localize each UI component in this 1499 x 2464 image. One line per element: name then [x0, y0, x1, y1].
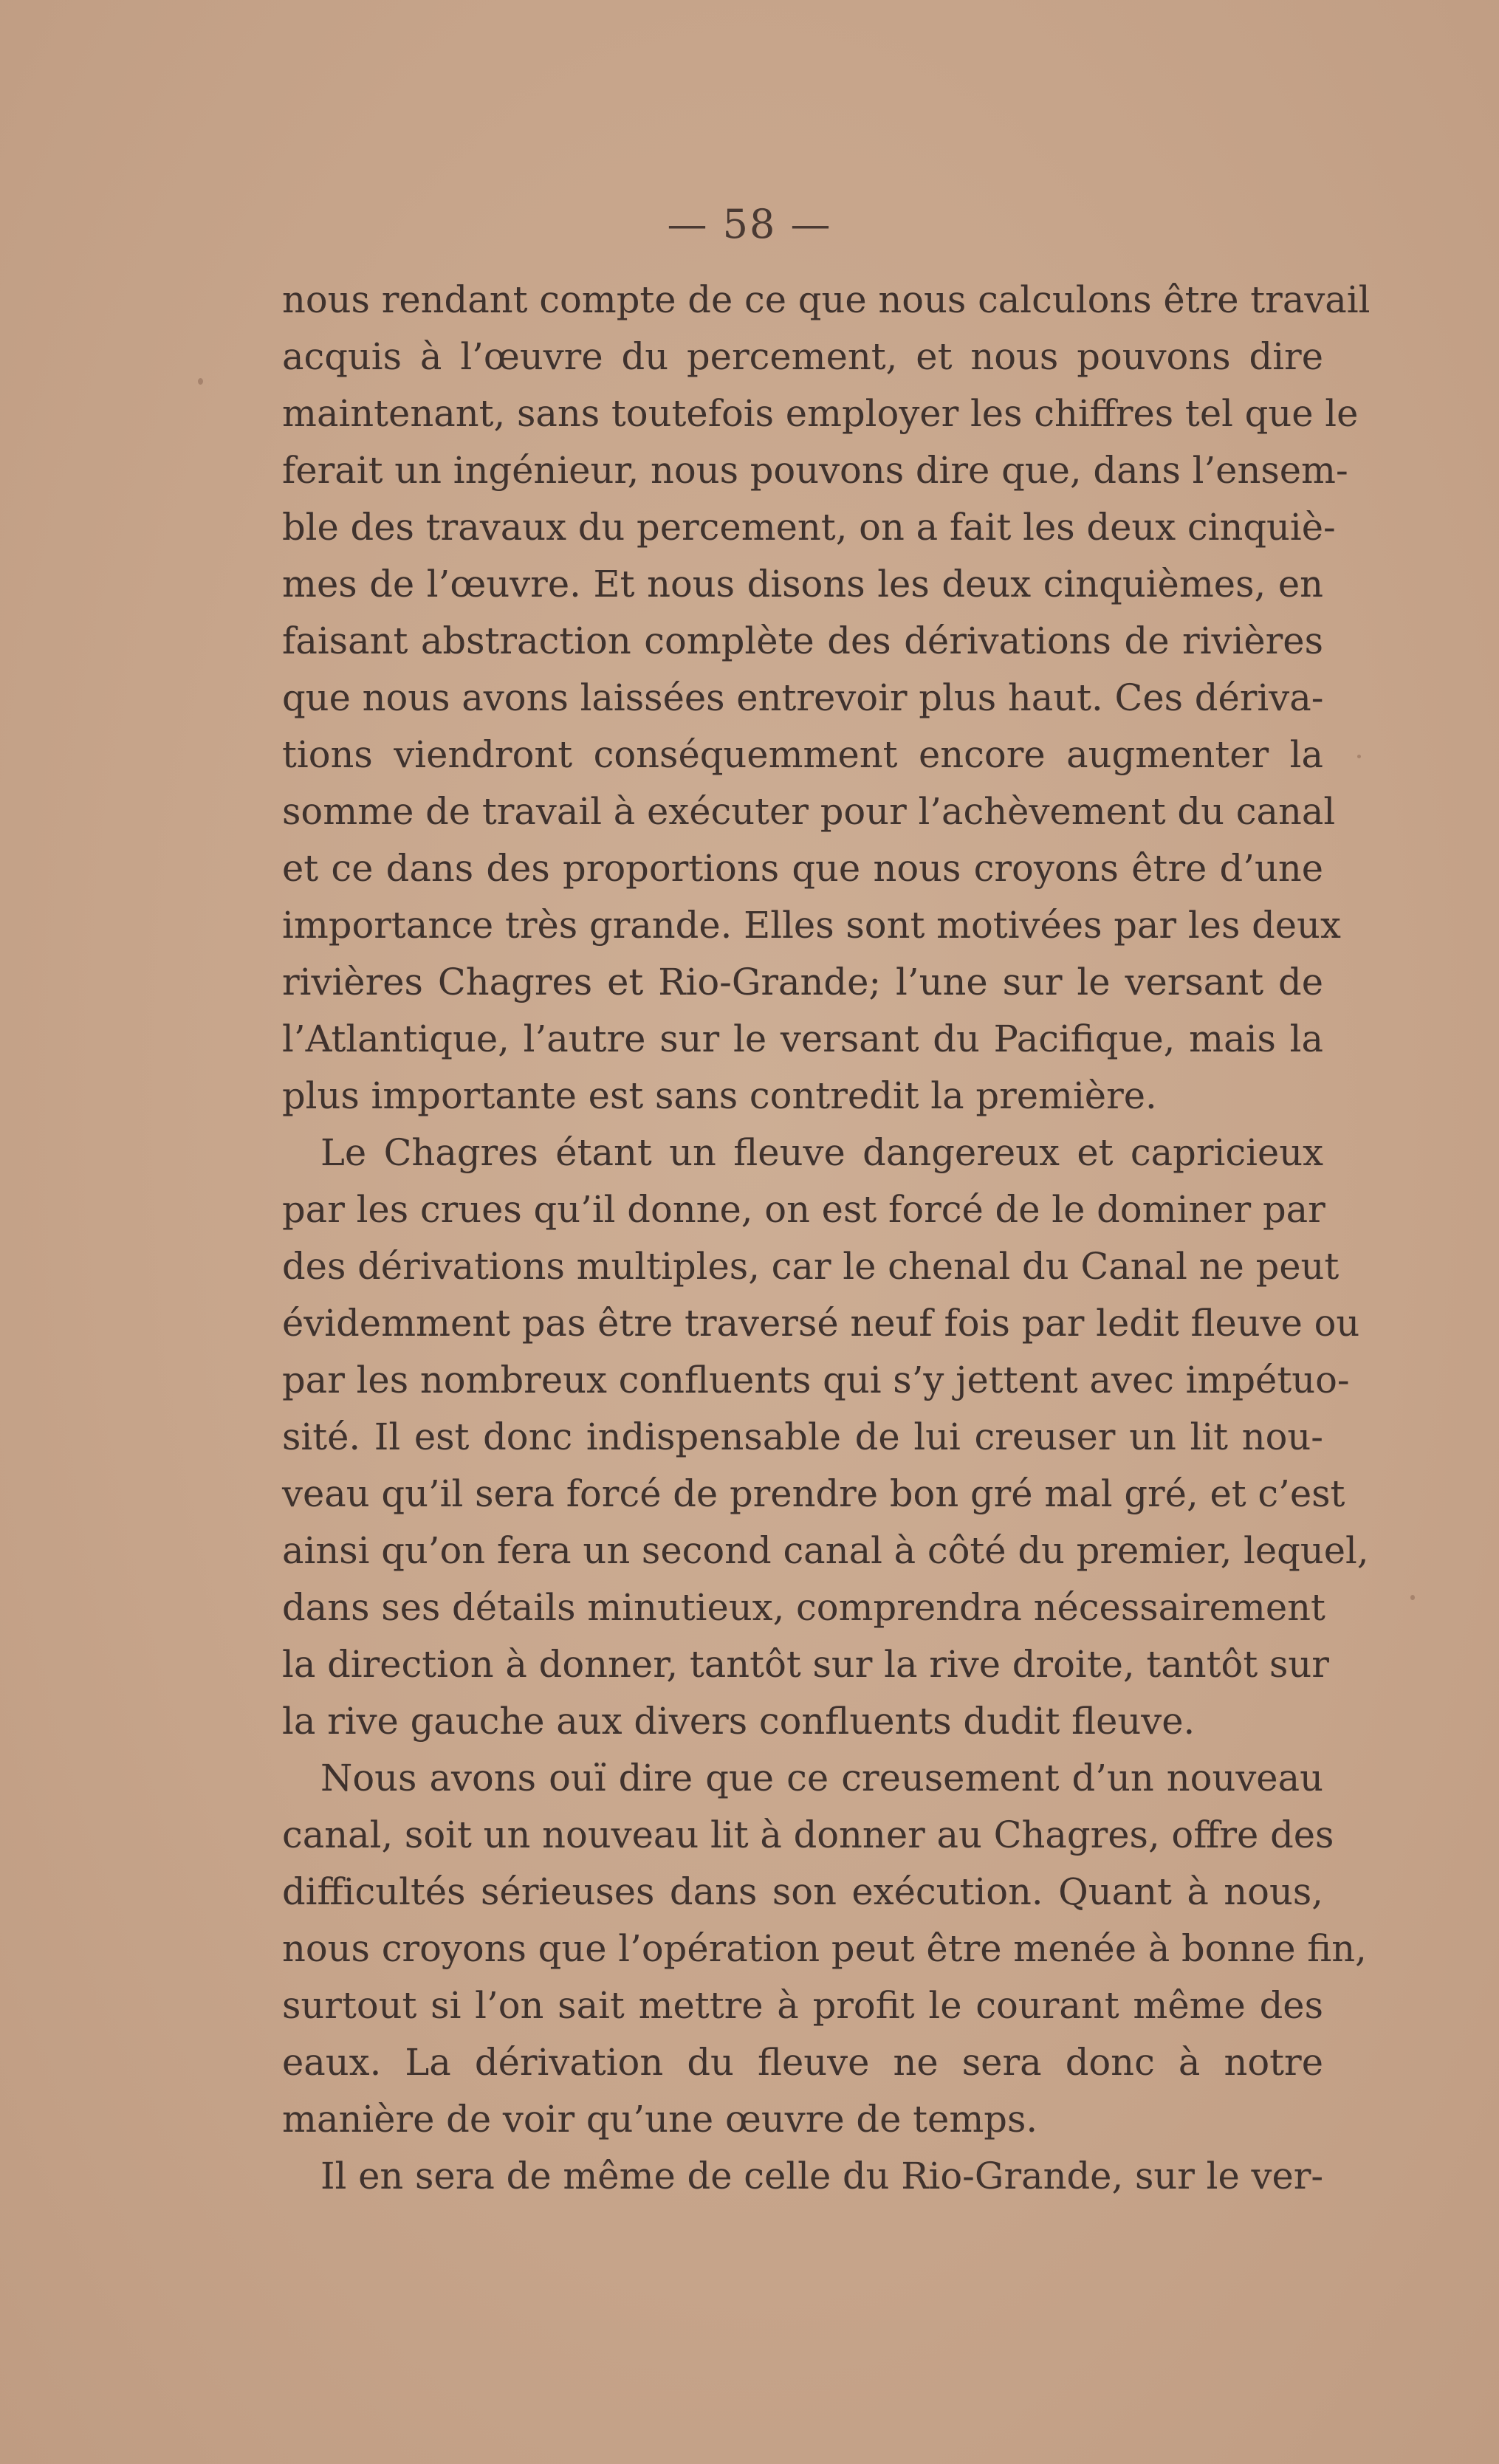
text-line: la direction à donner, tantôt sur la rive droite, tantôt sur — [282, 1643, 1329, 1686]
text-line: surtout si l’on sait mettre à profit le courant même des — [282, 1984, 1323, 2027]
text-line: par les crues qu’il donne, on est forcé de le dominer par — [282, 1188, 1325, 1231]
text-line: faisant abstraction complète des dérivations de rivières — [282, 620, 1323, 662]
text-line: rivières Chagres et Rio-Grande; l’une sur le versant de — [282, 961, 1323, 1003]
text-line: nous rendant compte de ce que nous calculons être travail — [282, 278, 1371, 321]
text-line: par les nombreux confluents qui s’y jettent avec impétuo- — [282, 1359, 1350, 1401]
text-line: l’Atlantique, l’autre sur le versant du Pacifique, mais la — [282, 1017, 1323, 1060]
text-line: importance très grande. Elles sont motivées par les deux — [282, 904, 1341, 947]
text-line: mes de l’œuvre. Et nous disons les deux cinquièmes, en — [282, 563, 1323, 605]
text-line: maintenant, sans toutefois employer les chiffres tel que le — [282, 392, 1359, 435]
text-line: difficultés sérieuses dans son exécution. Quant à nous, — [282, 1870, 1323, 1913]
text-line: la rive gauche aux divers confluents dudit fleuve. — [282, 1700, 1196, 1743]
text-line: eaux. La dérivation du fleuve ne sera donc à notre — [282, 2041, 1323, 2084]
text-line: acquis à l’œuvre du percement, et nous pouvons dire — [282, 335, 1323, 378]
paper-speck — [198, 378, 203, 385]
text-line: somme de travail à exécuter pour l’achèvement du canal — [282, 790, 1336, 833]
text-line: ainsi qu’on fera un second canal à côté du premier, lequel, — [282, 1529, 1369, 1572]
paper-speck — [1357, 755, 1361, 758]
text-line: des dérivations multiples, car le chenal du Canal ne peut — [282, 1245, 1340, 1288]
paragraph-start-line: Le Chagres étant un fleuve dangereux et capricieux — [320, 1131, 1323, 1174]
text-line: veau qu’il sera forcé de prendre bon gré mal gré, et c’est — [282, 1472, 1345, 1515]
paragraph-start-line: Nous avons ouï dire que ce creusement d’un nouveau — [320, 1757, 1323, 1799]
text-line: nous croyons que l’opération peut être menée à bonne fin, — [282, 1927, 1367, 1970]
paper-speck — [1410, 1595, 1415, 1600]
text-line: manière de voir qu’une œuvre de temps. — [282, 2098, 1038, 2141]
text-line: ferait un ingénieur, nous pouvons dire que, dans l’ensem- — [282, 449, 1348, 492]
text-line: et ce dans des proportions que nous croyons être d’une — [282, 847, 1323, 890]
text-line: ble des travaux du percement, on a fait les deux cinquiè- — [282, 506, 1336, 549]
body-text — [282, 272, 1371, 2205]
text-line: plus importante est sans contredit la première. — [282, 1074, 1157, 1117]
text-line: canal, soit un nouveau lit à donner au Chagres, offre des — [282, 1813, 1334, 1856]
text-line: dans ses détails minutieux, comprendra nécessairement — [282, 1586, 1325, 1629]
paragraph-start-line: Il en sera de même de celle du Rio-Grande, sur le ver- — [320, 2155, 1324, 2197]
text-line: sité. Il est donc indispensable de lui creuser un lit nou- — [282, 1415, 1323, 1458]
text-line: évidemment pas être traversé neuf fois par ledit fleuve ou — [282, 1302, 1360, 1345]
page-number: — 58 — — [667, 201, 832, 247]
text-line: tions viendront conséquemment encore augmenter la — [282, 733, 1323, 776]
text-line: que nous avons laissées entrevoir plus haut. Ces dériva- — [282, 676, 1324, 719]
